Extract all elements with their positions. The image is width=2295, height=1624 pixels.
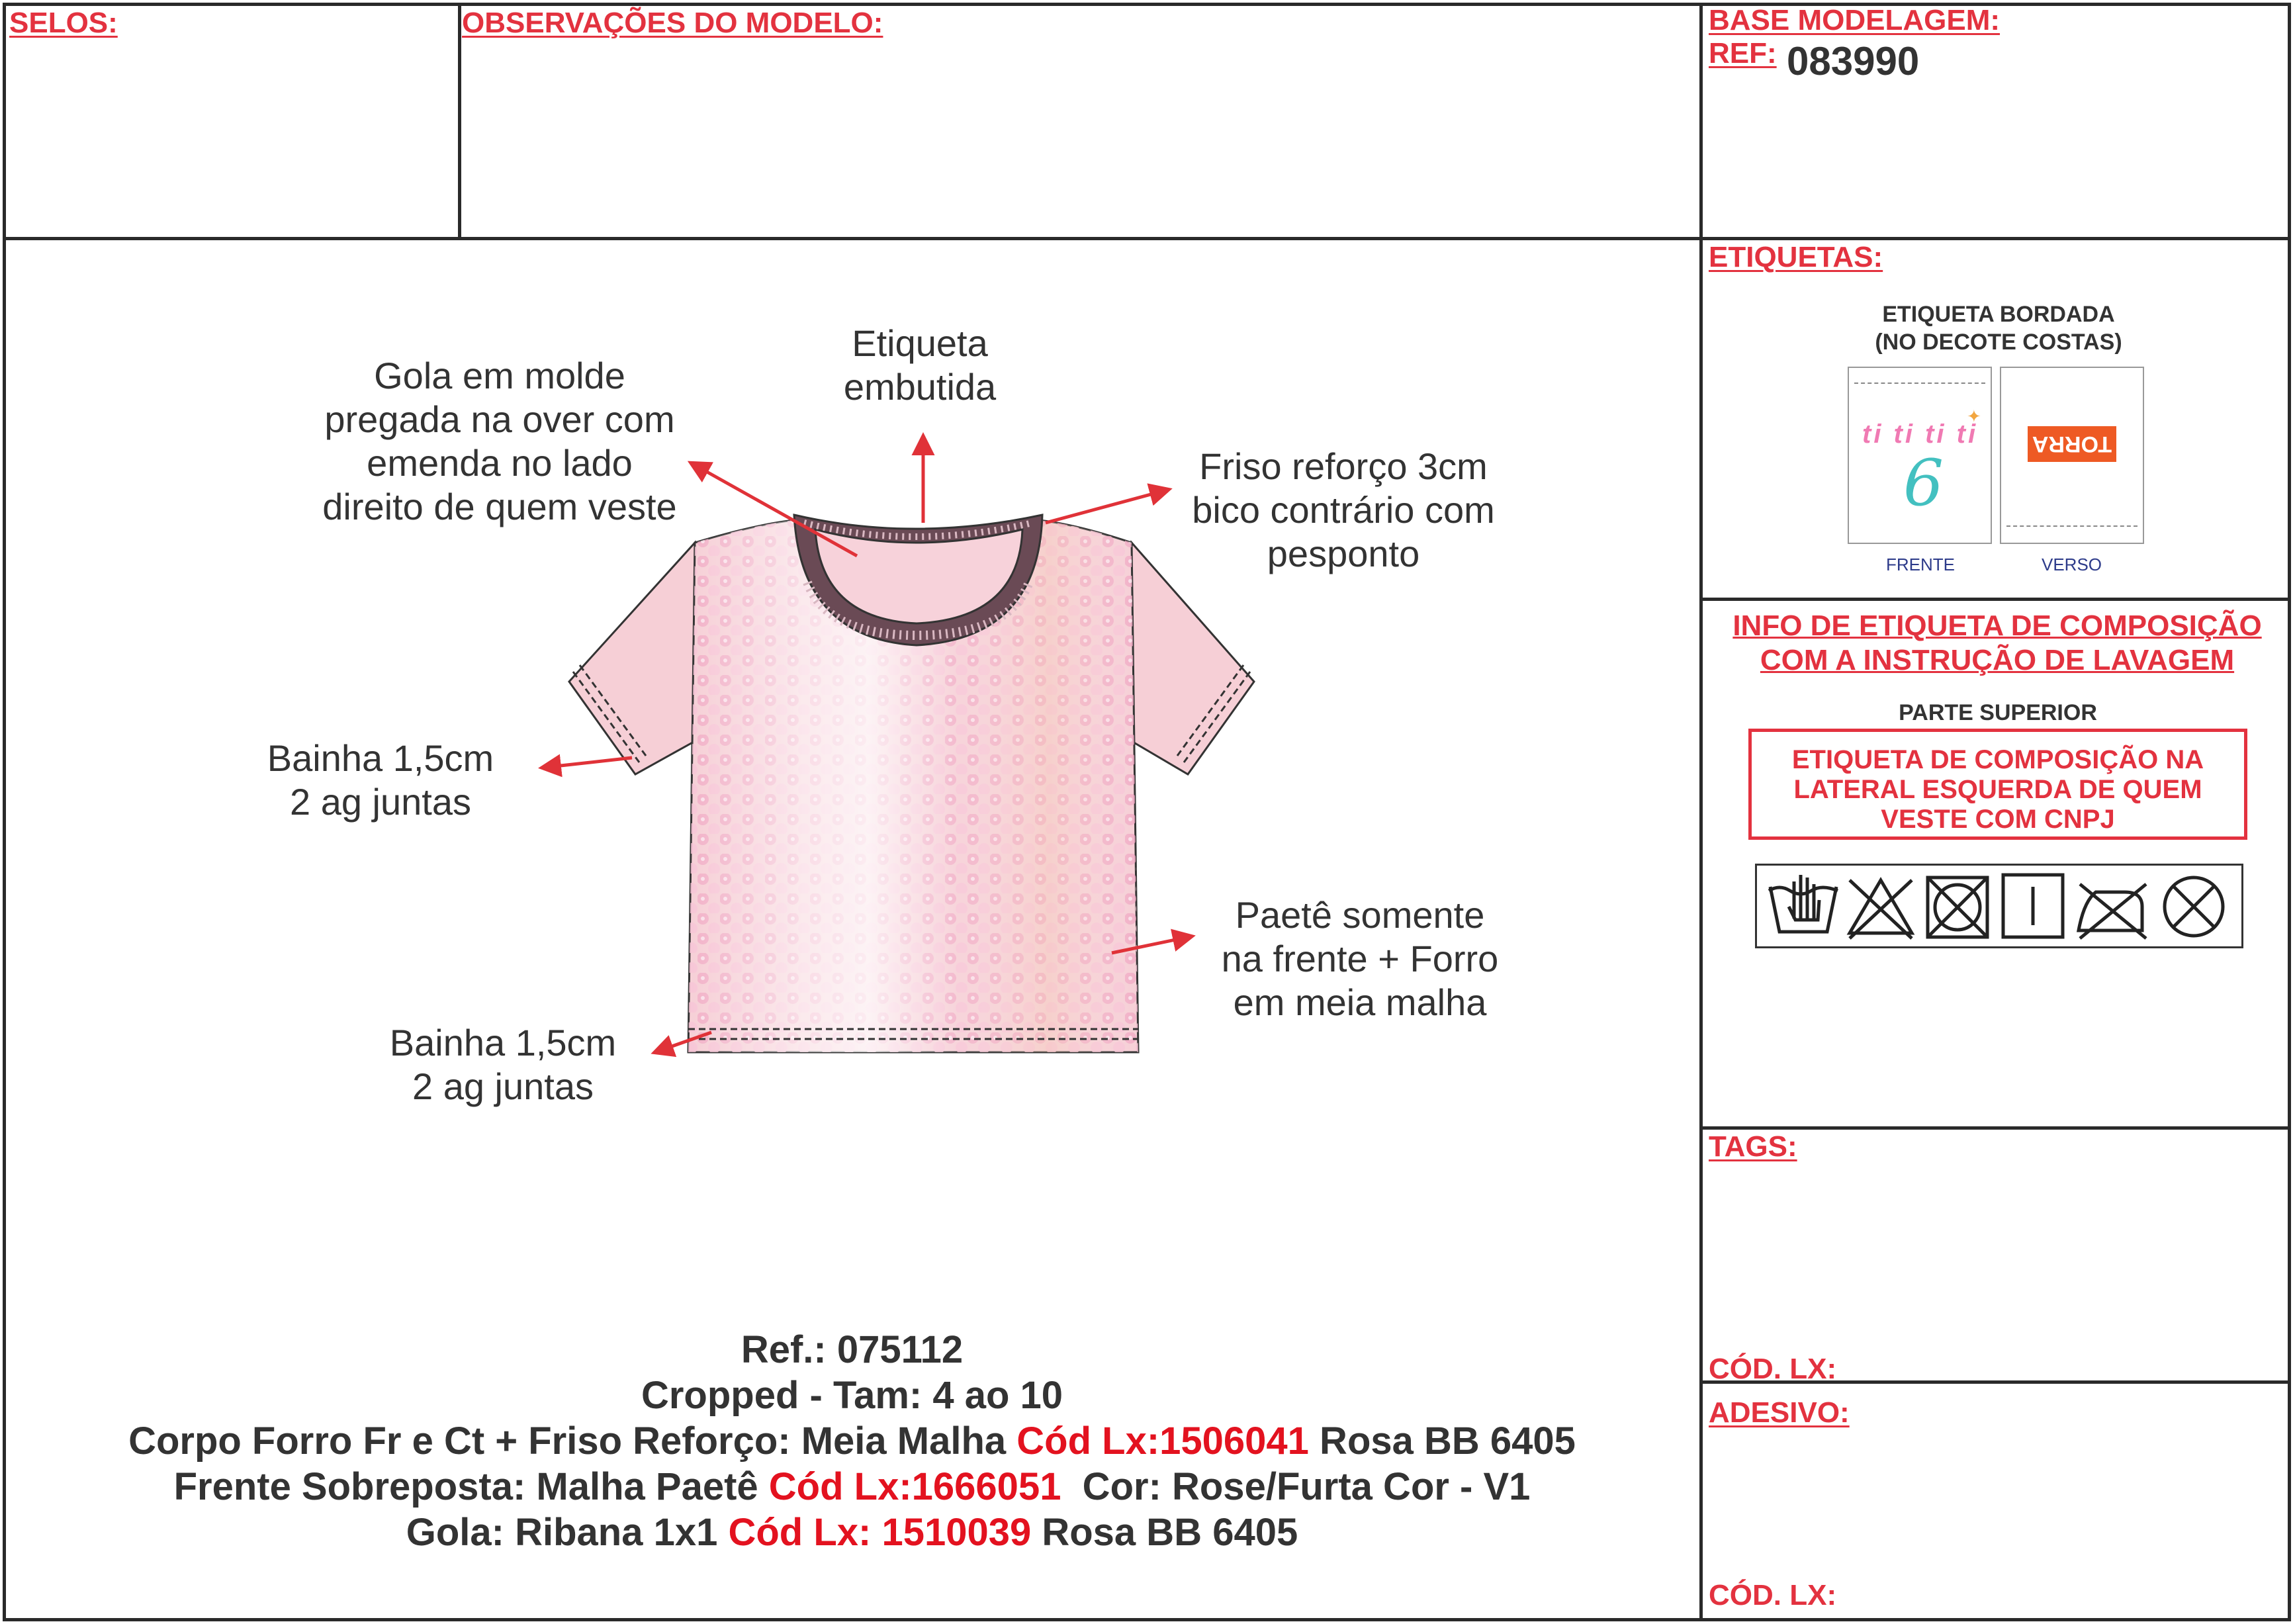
annotation-bainha-corpo: Bainha 1,5cm 2 ag juntas — [389, 1022, 617, 1107]
spec-line-gola: Gola: Ribana 1x1 Cód Lx: 1510039 Rosa BB 6405 — [406, 1511, 1298, 1554]
no-dry-clean-icon — [2165, 878, 2223, 936]
annotation-paete: Paetê somente na frente + Forro em meia malha — [1221, 894, 1499, 1023]
spec-model: Cropped - Tam: 4 ao 10 — [641, 1374, 1063, 1417]
annotation-gola: Gola em molde pregada na over com emenda no lado direito de quem veste — [322, 355, 677, 527]
annotation-bainha-manga: Bainha 1,5cm 2 ag juntas — [267, 737, 494, 823]
etiqueta-bordada-title: ETIQUETA BORDADA (NO DECOTE COSTAS) — [1875, 302, 2122, 355]
care-symbols-box — [1755, 864, 2243, 948]
annotation-etiqueta: Etiqueta embutida — [843, 322, 997, 408]
adesivo-heading: ADESIVO: — [1709, 1396, 1850, 1429]
tags-heading: TAGS: — [1709, 1130, 1797, 1163]
label-front-number: 6 — [1903, 446, 1944, 520]
composicao-instruction-box: ETIQUETA DE COMPOSIÇÃO NA LATERAL ESQUERDA DE QUEM VESTE COM CNPJ — [1748, 729, 2247, 840]
parte-superior-label: PARTE SUPERIOR — [1899, 700, 2097, 725]
spec-text — [13, 1327, 1691, 1555]
ref-label: REF: — [1709, 37, 1777, 69]
no-tumble-dry-icon — [1928, 878, 1987, 937]
label-back-image — [2000, 367, 2144, 544]
frente-caption: FRENTE — [1886, 555, 1955, 574]
observacoes-heading: OBSERVAÇÕES DO MODELO: — [462, 7, 883, 39]
label-front-image: ti ti ti ti 6 ✦ — [1848, 367, 1992, 544]
adesivo-cod-lx: CÓD. LX: — [1709, 1579, 1837, 1611]
verso-caption: VERSO — [2042, 555, 2102, 574]
spec-ref: Ref.: 075112 — [741, 1328, 964, 1371]
ref-value: 083990 — [1787, 39, 1920, 83]
divider-r3 — [1699, 1126, 2291, 1130]
left-sleeve — [569, 543, 695, 774]
tags-cod-lx: CÓD. LX: — [1709, 1353, 1837, 1385]
base-modelagem-heading: BASE MODELAGEM: — [1709, 4, 2000, 36]
annotation-friso: Friso reforço 3cm bico contrário com pesponto — [1192, 445, 1495, 574]
divider-r1 — [1699, 237, 2291, 240]
no-bleach-icon — [1850, 880, 1912, 938]
hand-wash-icon — [1769, 875, 1838, 932]
selos-heading: SELOS: — [9, 7, 118, 39]
no-iron-icon — [2079, 884, 2146, 938]
line-dry-icon — [2003, 875, 2063, 937]
torra-logo: TORRA — [2028, 426, 2116, 462]
spec-line-frente: Frente Sobreposta: Malha Paetê Cód Lx:1666051 Cor: Rose/Furta Cor - V1 — [173, 1465, 1531, 1508]
right-sleeve — [1132, 543, 1254, 774]
divider-r2 — [1699, 598, 2291, 601]
spec-line-corpo: Corpo Forro Fr e Ct + Friso Reforço: Meia Malha Cód Lx:1506041 Rosa BB 6405 — [128, 1420, 1576, 1463]
etiquetas-heading: ETIQUETAS: — [1709, 241, 1883, 273]
info-composicao-heading: INFO DE ETIQUETA DE COMPOSIÇÃO COM A INSTRUÇÃO DE LAVAGEM — [1732, 609, 2262, 676]
